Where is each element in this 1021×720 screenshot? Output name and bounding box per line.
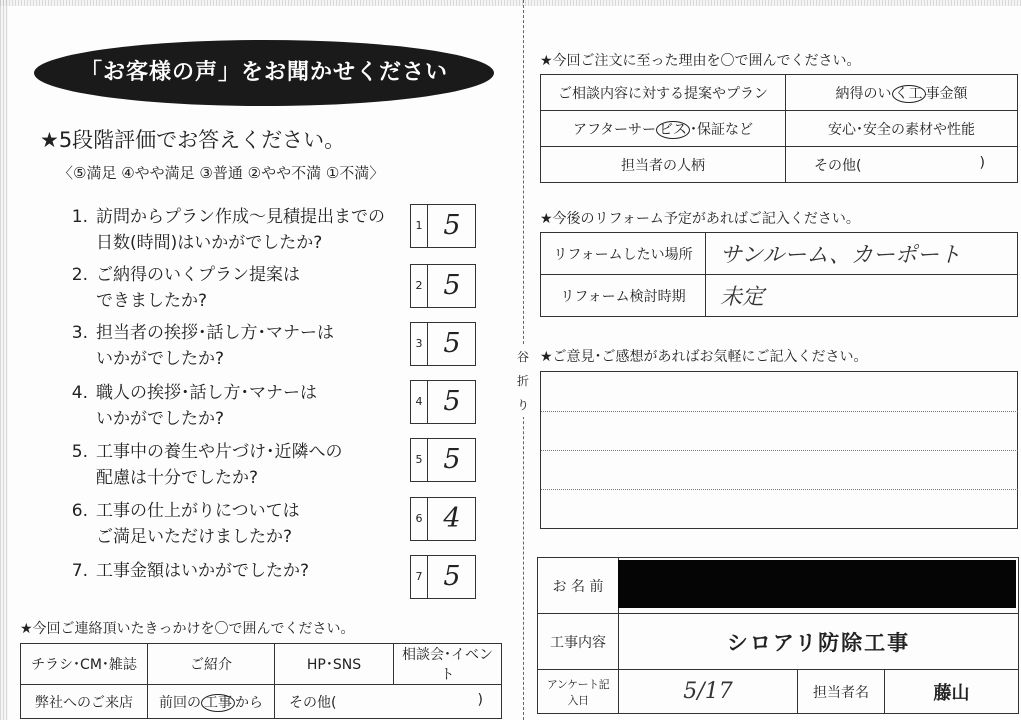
comments-heading: ★ご意見･ご感想があればお気軽にご記入ください。 [540, 349, 868, 365]
rating-heading: ★5段階評価でお答えください。 [40, 128, 346, 152]
contact-heading: ★今回ご連絡頂いたきっかけを〇で囲んでください。 [20, 621, 355, 637]
option-text: ･保証など [690, 121, 754, 138]
rating-scale: 〈⑤満足 ④やや満足 ③普通 ②やや不満 ①不満〉 [58, 164, 385, 182]
contact-option-flyer[interactable]: チラシ･CM･雑誌 [21, 644, 148, 685]
question-text: ご満足いただけましたか? [96, 527, 293, 547]
question-number: 1. [71, 207, 88, 227]
contact-option-hp-sns[interactable]: HP･SNS [275, 644, 394, 685]
contact-option-event[interactable]: 相談会･イベント [394, 644, 502, 685]
handwritten-entry: サンルーム、カーポート [720, 243, 962, 268]
score-box-1[interactable] [410, 204, 476, 248]
comment-line [541, 411, 1018, 412]
contact-option-store-visit[interactable]: 弊社へのご来店 [21, 685, 148, 719]
box-number: 1 [411, 205, 428, 247]
contact-option-previous-work[interactable] [148, 685, 275, 719]
reason-option-materials[interactable]: 安心･安全の素材や性能 [786, 111, 1018, 147]
question-text: 日数(時間)はいかがでしたか? [96, 233, 323, 253]
option-text: 納得のい [835, 85, 892, 102]
reform-timing-field[interactable] [706, 275, 1018, 317]
fold-label: 谷折り [515, 345, 531, 417]
question-text: 工事の仕上がりについては [96, 501, 300, 521]
option-text: その他( [289, 694, 337, 711]
reform-place-field[interactable] [706, 233, 1018, 275]
score-value: 5 [443, 444, 461, 475]
question-number: 2. [71, 265, 88, 285]
circled-answer: く工 [892, 85, 926, 103]
option-text: アフターサー [572, 121, 657, 138]
future-reform-table [540, 232, 1018, 317]
box-number: 7 [411, 556, 428, 598]
score-value: 5 [443, 270, 461, 301]
reason-options-table [540, 74, 1018, 183]
option-close: ) [979, 154, 985, 171]
redacted-name [618, 560, 1016, 608]
date-label: アンケート記入日 [538, 670, 619, 714]
comment-line [541, 489, 1018, 490]
score-value: 5 [443, 328, 461, 359]
work-value: シロアリ防除工事 [619, 614, 1019, 670]
circled-answer: 工事 [201, 694, 235, 712]
box-number: 4 [411, 381, 428, 423]
handwritten-date: 5/17 [683, 679, 733, 704]
score-value: 4 [443, 503, 461, 534]
box-number: 6 [411, 498, 428, 540]
question-text: 担当者の挨拶･話し方･マナーは [96, 323, 334, 343]
score-box-6[interactable] [410, 497, 476, 541]
question-text: いかがでしたか? [96, 409, 225, 429]
option-text: 前回の [159, 694, 201, 711]
reason-option-after-service[interactable] [541, 111, 786, 147]
contact-options-table [20, 643, 502, 719]
reform-timing-label: リフォーム検討時期 [541, 275, 706, 317]
question-number: 3. [71, 323, 88, 343]
name-label: お 名 前 [538, 558, 619, 614]
question-text: 訪問からプラン作成～見積提出までの [96, 207, 385, 227]
option-close: ) [477, 691, 483, 708]
staff-value: 藤山 [885, 670, 1019, 714]
question-number: 7. [71, 561, 88, 581]
contact-option-other[interactable] [275, 685, 502, 719]
question-number: 5. [71, 442, 88, 462]
paper-edge-top [0, 0, 1021, 6]
date-field[interactable] [619, 670, 798, 714]
box-number: 3 [411, 323, 428, 365]
contact-option-referral[interactable]: ご紹介 [148, 644, 275, 685]
score-value: 5 [443, 386, 461, 417]
question-text: 配慮は十分でしたか? [96, 468, 259, 488]
score-box-2[interactable] [410, 264, 476, 308]
score-box-5[interactable] [410, 438, 476, 482]
score-box-4[interactable] [410, 380, 476, 424]
option-text: 事金額 [925, 85, 968, 102]
reason-option-proposal[interactable]: ご相談内容に対する提案やプラン [541, 75, 786, 111]
future-heading: ★今後のリフォーム予定があればご記入ください。 [540, 211, 860, 227]
circled-answer: ビス [656, 121, 690, 139]
question-number: 4. [71, 383, 88, 403]
question-text: ご納得のいくプラン提案は [96, 265, 300, 285]
option-text: から [235, 694, 263, 711]
page-title: 「お客様の声」をお聞かせください [34, 40, 494, 106]
question-number: 6. [71, 501, 88, 521]
reform-place-label: リフォームしたい場所 [541, 233, 706, 275]
reason-option-other[interactable] [786, 147, 1018, 183]
work-label: 工事内容 [538, 614, 619, 670]
score-box-7[interactable] [410, 555, 476, 599]
question-text: 工事中の養生や片づけ･近隣への [96, 442, 343, 462]
reason-heading: ★今回ご注文に至った理由を〇で囲んでください。 [540, 53, 861, 69]
question-text: できましたか? [96, 291, 208, 311]
option-text: その他( [814, 157, 862, 174]
score-value: 5 [443, 210, 461, 241]
reason-option-price[interactable] [786, 75, 1018, 111]
box-number: 2 [411, 265, 428, 307]
score-box-3[interactable] [410, 322, 476, 366]
paper-edge-left [0, 0, 8, 720]
comment-line [541, 450, 1018, 451]
question-text: 工事金額はいかがでしたか? [96, 561, 310, 581]
box-number: 5 [411, 439, 428, 481]
staff-label: 担当者名 [798, 670, 885, 714]
question-text: いかがでしたか? [96, 349, 225, 369]
reason-option-staff[interactable]: 担当者の人柄 [541, 147, 786, 183]
question-text: 職人の挨拶･話し方･マナーは [96, 383, 317, 403]
handwritten-entry: 未定 [720, 285, 765, 310]
score-value: 5 [443, 561, 461, 592]
